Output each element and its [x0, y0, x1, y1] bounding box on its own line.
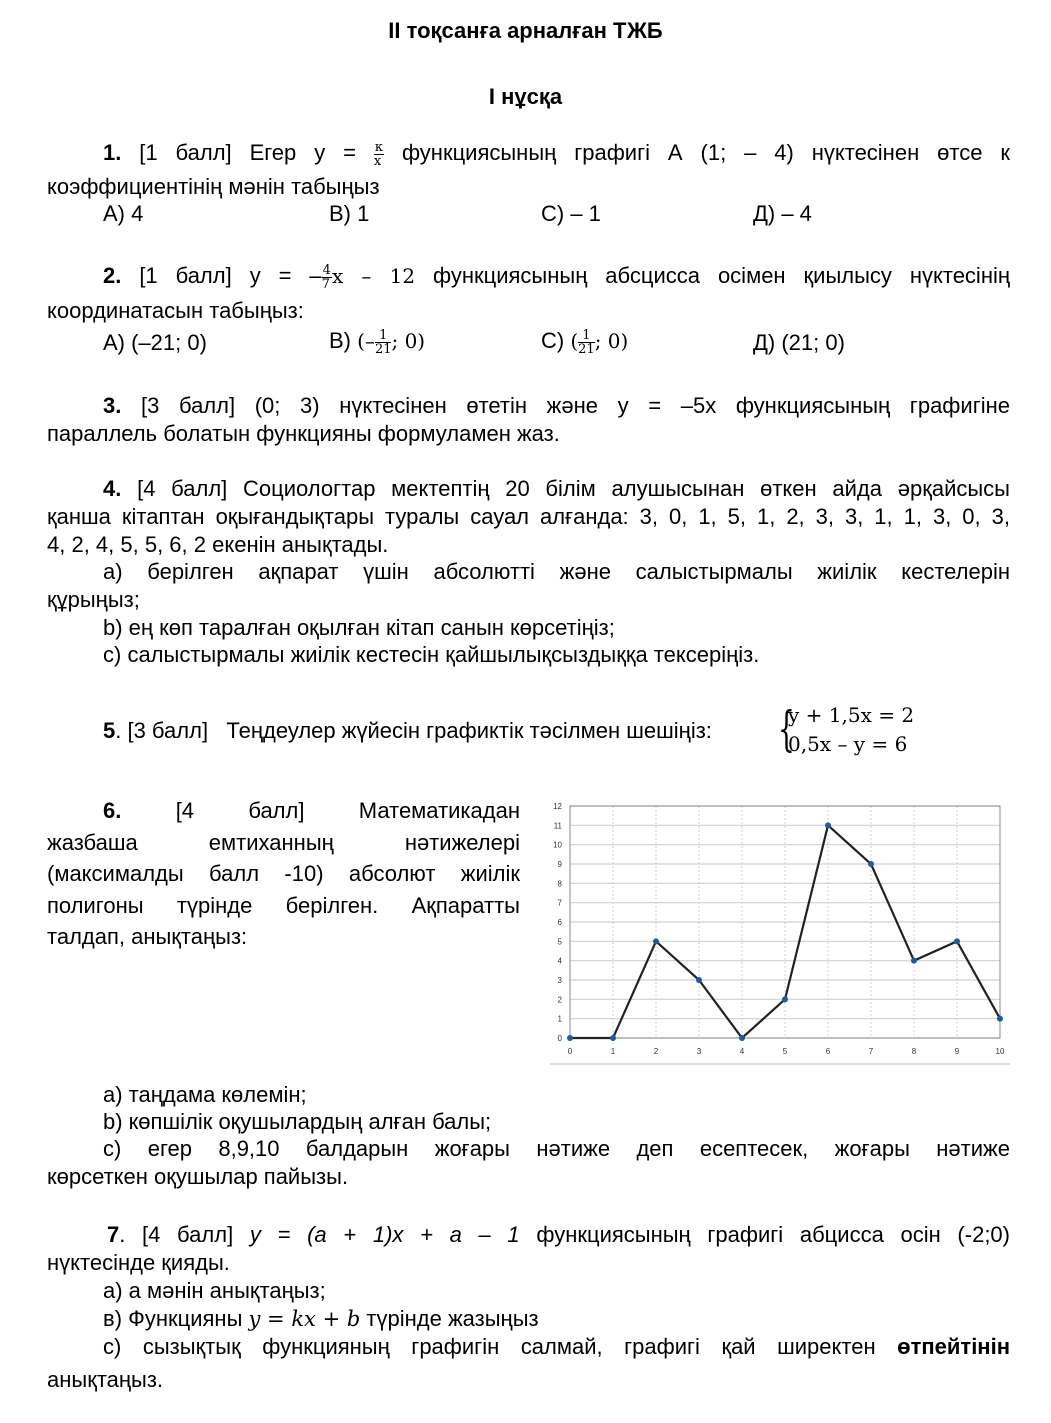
x-tick-label: 7	[868, 1047, 874, 1056]
q4-subtask-c: c) салыстырмалы жиілік кестесін қайшылықсыздыққа тексеріңіз.	[103, 642, 760, 667]
data-point	[911, 958, 917, 964]
q7-line1	[47, 1221, 1010, 1249]
q2-points: [1 балл]	[139, 263, 232, 288]
q2-option-d[interactable]: Д) (21; 0)	[753, 330, 845, 355]
data-point	[782, 996, 788, 1002]
q5-equation-system	[778, 701, 938, 761]
y-tick-label: 12	[553, 802, 562, 811]
y-tick-label: 8	[557, 879, 562, 889]
q4-text2: қанша кітаптан оқығандықтары туралы сауал алғанда: 3, 0, 1, 5, 1, 2, 3, 3, 1, 1, 3, 0, 3,	[47, 504, 1010, 529]
y-tick-label: 2	[557, 995, 562, 1005]
page-title: II тоқсанға арналған ТЖБ	[388, 18, 663, 43]
q7-text2: нүктесінде қияды.	[47, 1250, 230, 1275]
q7-bold-word: өтпейтінін	[897, 1334, 1010, 1359]
q7-subtask-a: а) а мәнін анықтаңыз;	[103, 1278, 326, 1303]
variant-title: I нұсқа	[488, 84, 563, 109]
y-axis-ticks	[553, 802, 562, 1043]
q3-points: [3 балл]	[141, 393, 236, 418]
q4-points: [4 балл]	[137, 476, 228, 501]
q2-text1: функциясының абсцисса осімен қиылысу нүктесінің	[433, 263, 1011, 288]
q7-text1: функциясының графигі абцисса осін (-2;0)	[536, 1222, 1010, 1247]
q2-text2: координатасын табыңыз:	[47, 298, 304, 323]
q3-line1	[47, 392, 1010, 420]
q4-number: 4.	[103, 476, 122, 501]
x-tick-label: 10	[995, 1047, 1005, 1056]
data-point	[696, 977, 702, 983]
q6-subtask-a: а) таңдама көлемін;	[103, 1082, 307, 1107]
data-point	[868, 861, 874, 867]
q5-text: Теңдеулер жүйесін графиктік тәсілмен шешіңіз:	[226, 718, 712, 743]
q1-option-c[interactable]: С) – 1	[541, 201, 601, 226]
q6-number: 6.	[103, 798, 122, 823]
x-tick-label: 3	[696, 1047, 702, 1056]
q1-option-a[interactable]: А) 4	[103, 201, 144, 226]
q6-l2: жазбаша емтиханның нәтижелері	[47, 829, 520, 855]
q2-option-a[interactable]: А) (–21; 0)	[103, 330, 207, 355]
q6-subtask-b: b) көпшілік оқушылардың алған балы;	[103, 1109, 492, 1134]
q7-kxb-formula: y = kx + b	[248, 1307, 361, 1331]
q4-subtask-a: а) берілген ақпарат үшін абсолютті және салыстырмалы жиілік кестелерін	[103, 559, 1010, 584]
q7-subtask-c: c) сызықтық функцияның графигін салмай, графигі қай ширектен өтпейтінін	[103, 1334, 1010, 1359]
q6-text-block	[47, 795, 520, 953]
data-point	[739, 1035, 745, 1041]
q1-option-b[interactable]: В) 1	[329, 201, 370, 226]
q1-text2: коэффициентінің мәнін табыңыз	[47, 174, 380, 199]
q5-eq2: 0,5x – y = 6	[788, 732, 908, 756]
x-tick-label: 1	[610, 1047, 616, 1056]
q6-l3: (максималды балл -10) абсолют жиілік	[47, 861, 520, 886]
q1-text1: функциясының графигі А (1; – 4) нүктесінен өтсе к	[401, 140, 1010, 165]
q5-eq1: y + 1,5x = 2	[788, 703, 915, 727]
q4-text3: 4, 2, 4, 5, 5, 6, 2 екенін анықтады.	[47, 532, 389, 557]
q1-pre: Егер	[249, 140, 297, 165]
y-tick-label: 9	[557, 860, 562, 869]
data-point	[567, 1035, 573, 1041]
q2-formula: y = – $\frac{4}{7}$ x – 12	[249, 262, 416, 292]
y-tick-label: 4	[557, 956, 562, 966]
y-tick-label: 6	[557, 918, 562, 927]
y-tick-label: 5	[557, 937, 562, 947]
q3-text2: параллель болатын функцияны формуламен жаз.	[47, 421, 560, 446]
q1-option-d[interactable]: Д) – 4	[753, 201, 812, 226]
q1-points: [1 балл]	[139, 140, 232, 165]
q2-number: 2.	[103, 263, 122, 288]
frequency-polygon-chart	[540, 780, 1020, 1070]
q6-points: [4 балл]	[175, 798, 305, 823]
q4-line1	[47, 475, 1010, 503]
x-tick-label: 4	[739, 1047, 745, 1056]
q7-number: 7	[107, 1222, 120, 1247]
y-tick-label: 1	[557, 1014, 562, 1024]
brace-icon: {	[778, 701, 795, 757]
y-tick-label: 10	[553, 840, 562, 850]
x-tick-label: 2	[653, 1047, 659, 1056]
q7-subtask-c-cont: анықтаңыз.	[47, 1367, 164, 1392]
chart-grid	[570, 806, 1000, 1038]
q3-number: 3.	[103, 393, 122, 418]
q6-l5: талдап, анықтаңыз:	[47, 924, 248, 949]
q4-subtask-a-cont: құрыңыз;	[47, 587, 140, 612]
q1-number: 1.	[103, 140, 122, 165]
data-point	[610, 1035, 616, 1041]
q2-line1	[47, 262, 1010, 291]
data-point	[997, 1016, 1003, 1022]
data-point	[825, 822, 831, 828]
q6-subtask-c-cont: көрсеткен оқушылар пайызы.	[47, 1164, 349, 1189]
q7-subtask-b: в) Функцияны y = kx + b түрінде жазыңыз	[103, 1306, 539, 1331]
q3-text1: (0; 3) нүктесінен өтетін және y = –5x функциясының графигіне	[254, 393, 1010, 418]
data-point	[954, 938, 960, 944]
q1-formula: y = $\frac{к}{x}$	[314, 139, 384, 169]
q6-subtask-c: c) егер 8,9,10 балдарын жоғары нәтиже деп есептесек, жоғары нәтиже	[103, 1136, 1010, 1161]
y-tick-label: 3	[557, 976, 562, 985]
q4-subtask-b: b) ең көп таралған оқылған кітап санын көрсетіңіз;	[103, 615, 615, 640]
x-axis-ticks	[568, 1047, 1005, 1056]
y-tick-label: 7	[557, 898, 562, 908]
q4-text1: Социологтар мектептің 20 білім алушысынан өткен айда әрқайсысы	[243, 476, 1010, 501]
q7-points: . [4 балл]	[119, 1222, 234, 1247]
x-tick-label: 5	[782, 1047, 788, 1056]
q2-fraction: $\frac{4}{7}$	[321, 262, 331, 292]
q5-points: . [3 балл]	[115, 718, 209, 743]
q2-option-c[interactable]: С) ( $\frac{1}{21}$ ; 0)	[541, 327, 629, 357]
x-tick-label: 0	[567, 1047, 573, 1056]
q2-option-b[interactable]: В) (– $\frac{1}{21}$ ; 0)	[329, 327, 426, 357]
y-tick-label: 11	[553, 821, 562, 831]
q6-l1: Математикадан	[358, 798, 520, 823]
q6-l4: полигоны түрінде берілген. Ақпаратты	[47, 892, 520, 918]
x-tick-label: 8	[911, 1047, 917, 1056]
q1-line1	[47, 139, 1010, 168]
q1-fraction: $\frac{к}{x}$	[373, 139, 384, 169]
x-tick-label: 9	[954, 1047, 960, 1056]
q5-number: 5	[103, 718, 116, 743]
x-tick-label: 6	[825, 1047, 831, 1056]
y-tick-label: 0	[557, 1034, 562, 1043]
q7-formula: y = (a + 1)x + a – 1	[249, 1222, 520, 1247]
data-point	[653, 938, 659, 944]
